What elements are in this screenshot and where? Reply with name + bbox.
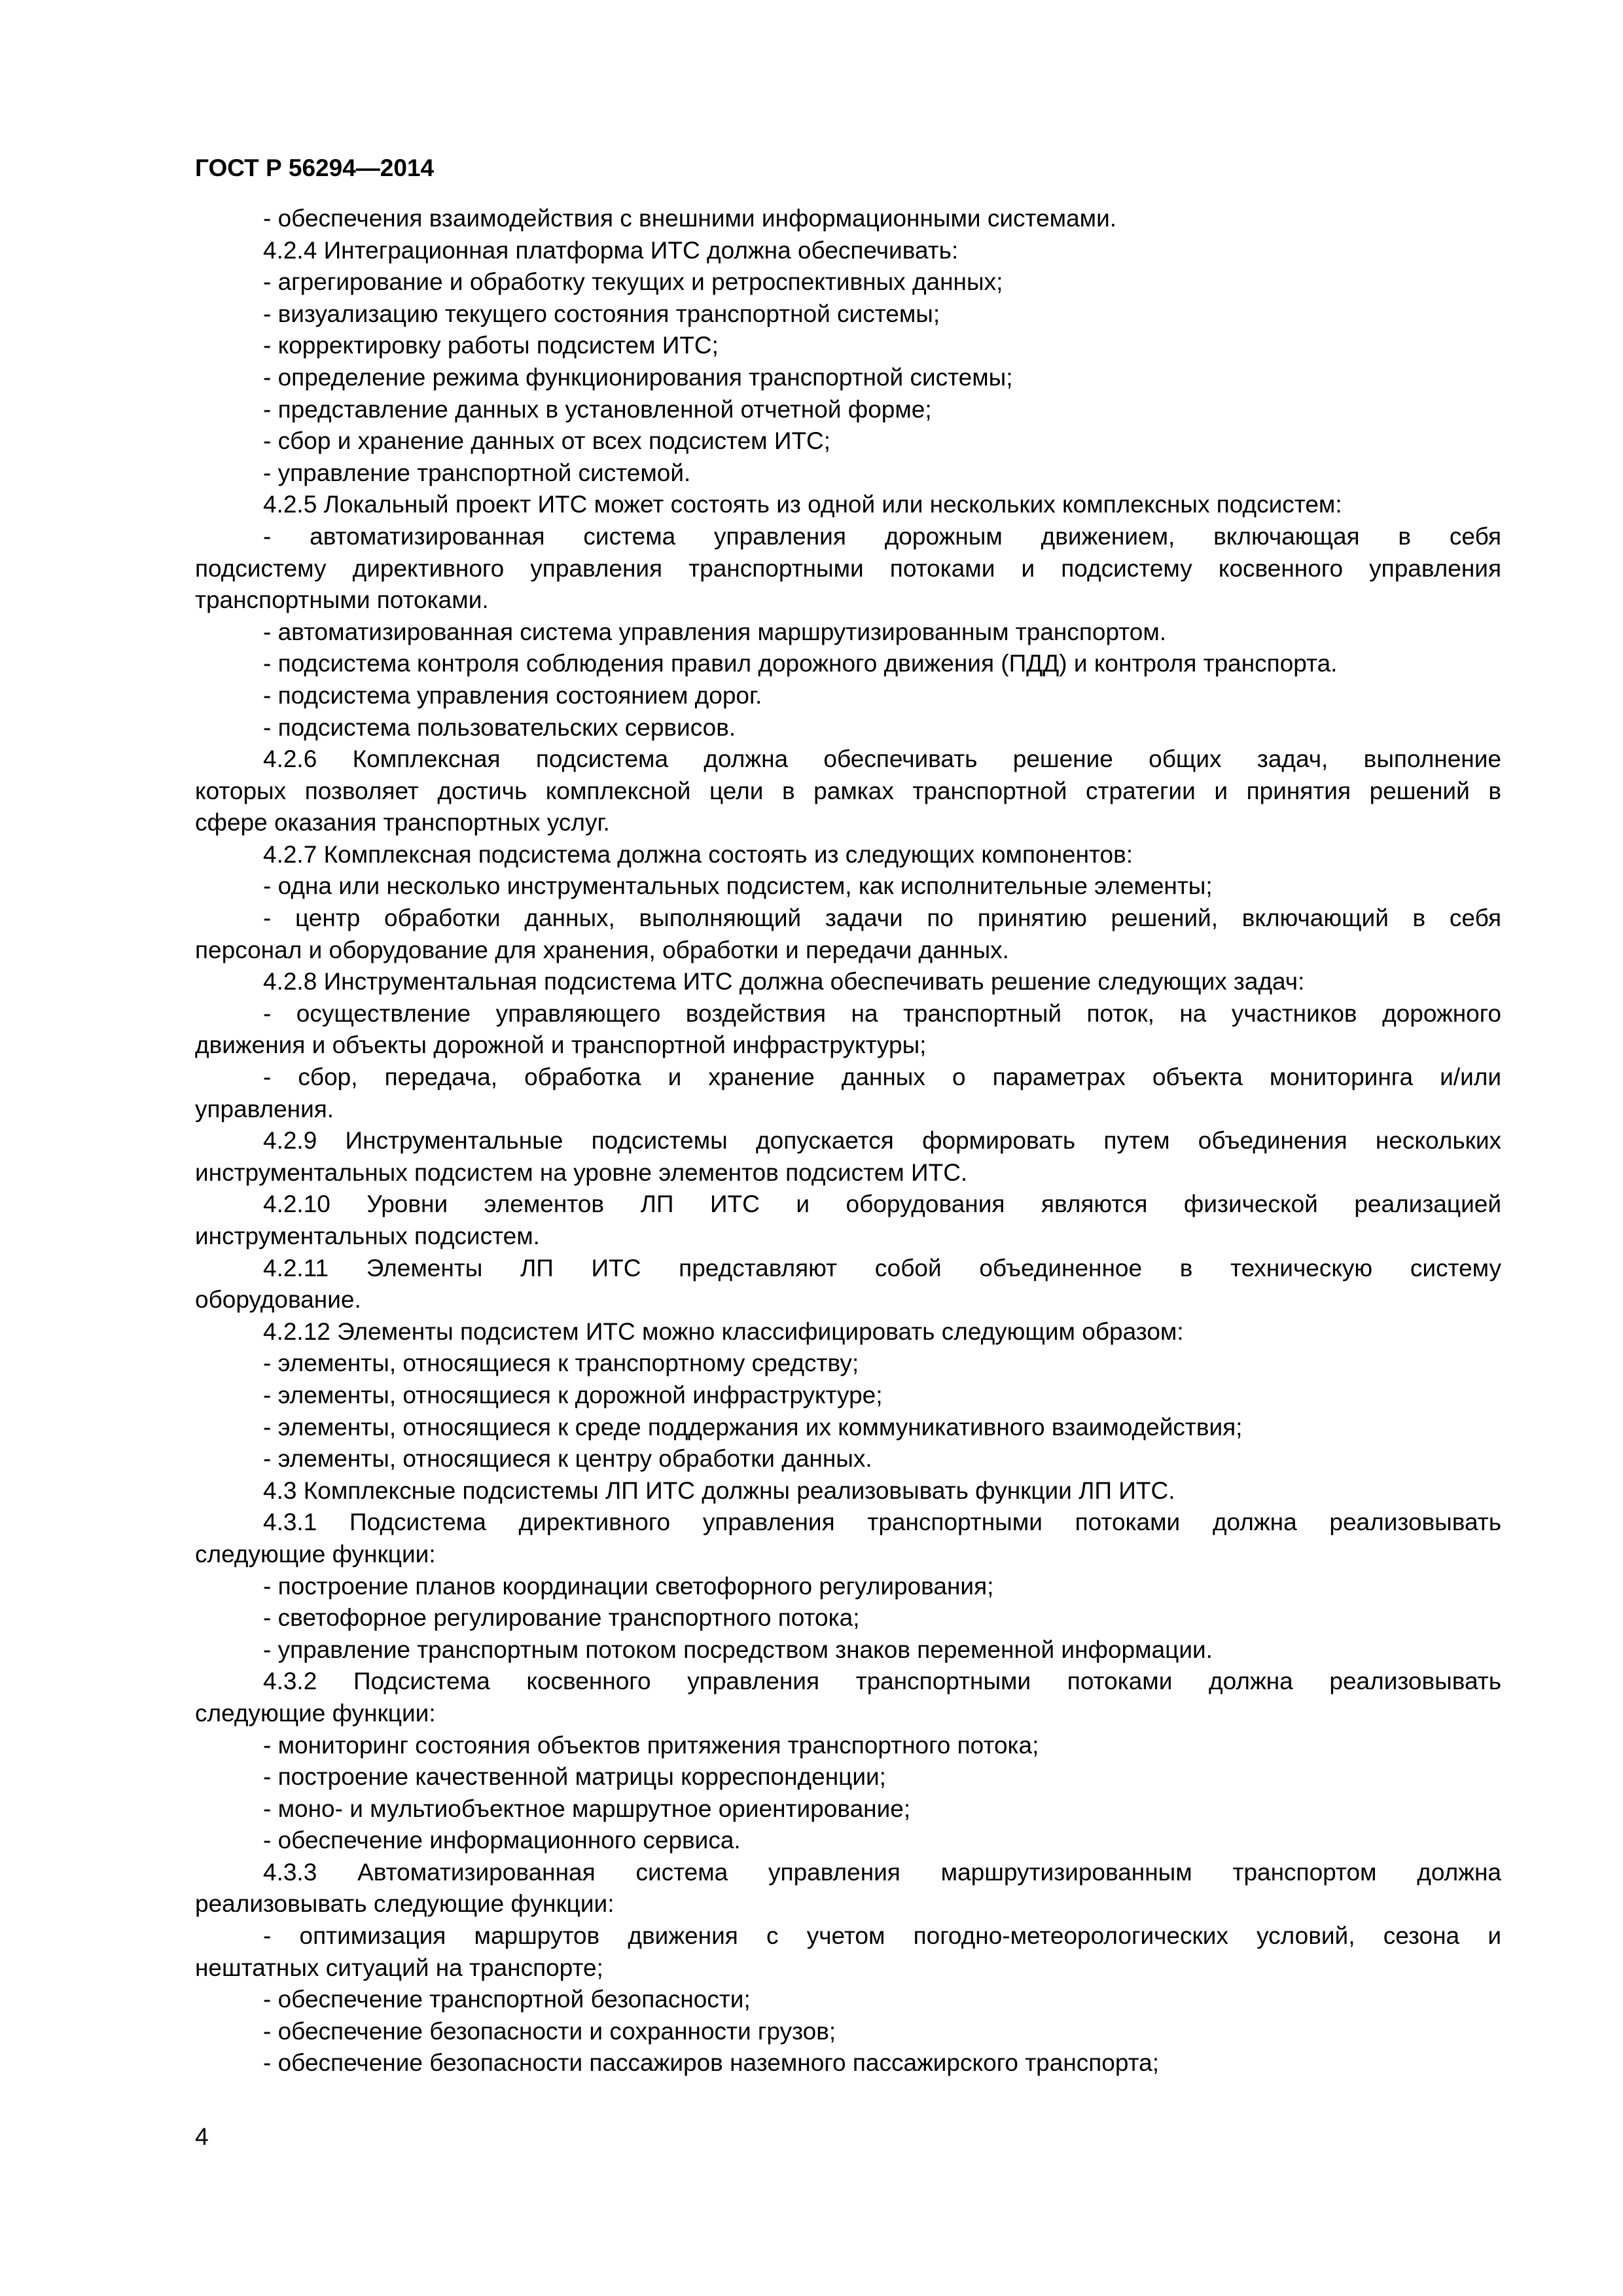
text-line: - одна или несколько инструментальных подсистем, как исполнительные элементы;	[263, 872, 1213, 900]
text-line: - подсистема пользовательских сервисов.	[263, 713, 736, 741]
text-line: - элементы, относящиеся к среде поддержания их коммуникативного взаимодействия;	[263, 1413, 1243, 1441]
text-line: управления.	[195, 1095, 334, 1122]
text-line: - управление транспортным потоком посредством знаков переменной информации.	[263, 1636, 1213, 1663]
text-line: - обеспечения взаимодействия с внешними информационными системами.	[263, 205, 1117, 232]
text-line: - обеспечение безопасности и сохранности грузов;	[263, 2017, 836, 2045]
text-line: - визуализацию текущего состояния транспортной системы;	[263, 300, 940, 327]
text-line: - осуществление управляющего воздействия на транспортный поток, на участников дорожного	[263, 999, 1501, 1027]
text-line: 4.3.3 Автоматизированная система управления маршрутизированным транспортом должна	[263, 1858, 1501, 1886]
text-line: инструментальных подсистем на уровне элементов подсистем ИТС.	[195, 1158, 968, 1186]
text-line: - управление транспортной системой.	[263, 459, 691, 486]
text-line: подсистему директивного управления транспортными потоками и подсистему косвенного управления	[195, 554, 1501, 582]
text-line: - оптимизация маршрутов движения с учетом погодно-метеорологических условий, сезона и	[263, 1922, 1501, 1950]
text-line: - элементы, относящиеся к дорожной инфраструктуре;	[263, 1381, 883, 1408]
text-line: которых позволяет достичь комплексной цели в рамках транспортной стратегии и принятия решений в	[195, 777, 1501, 804]
text-line: - агрегирование и обработку текущих и ретроспективных данных;	[263, 268, 1003, 296]
text-line: - элементы, относящиеся к центру обработки данных.	[263, 1445, 872, 1473]
text-line: 4.3.2 Подсистема косвенного управления транспортными потоками должна реализовывать	[263, 1668, 1501, 1695]
text-line: - построение планов координации светофорного регулирования;	[263, 1572, 994, 1600]
text-line: сфере оказания транспортных услуг.	[195, 809, 610, 836]
text-line: - построение качественной матрицы корреспонденции;	[263, 1763, 886, 1791]
text-line: 4.3 Комплексные подсистемы ЛП ИТС должны реализовывать функции ЛП ИТС.	[263, 1477, 1175, 1504]
text-line: 4.2.9 Инструментальные подсистемы допускается формировать путем объединения нескольких	[263, 1127, 1501, 1155]
text-line: следующие функции:	[195, 1699, 436, 1727]
text-line: 4.3.1 Подсистема директивного управления транспортными потоками должна реализовывать	[263, 1509, 1501, 1536]
text-line: - мониторинг состояния объектов притяжения транспортного потока;	[263, 1731, 1039, 1759]
page-number: 4	[195, 2123, 209, 2150]
text-line: - сбор, передача, обработка и хранение данных о параметрах объекта мониторинга и/или	[263, 1064, 1501, 1091]
text-line: - подсистема управления состоянием дорог.	[263, 681, 762, 709]
text-line: персонал и оборудование для хранения, обработки и передачи данных.	[195, 936, 1009, 963]
text-line: движения и объекты дорожной и транспортной инфраструктуры;	[195, 1031, 927, 1059]
text-line: 4.2.6 Комплексная подсистема должна обеспечивать решение общих задач, выполнение	[263, 745, 1501, 773]
text-line: - сбор и хранение данных от всех подсистем ИТС;	[263, 427, 831, 455]
text-line: 4.2.5 Локальный проект ИТС может состоять из одной или нескольких комплексных подсистем:	[263, 491, 1342, 518]
text-line: 4.2.4 Интеграционная платформа ИТС должна обеспечивать:	[263, 236, 959, 264]
text-line: - автоматизированная система управления маршрутизированным транспортом.	[263, 618, 1167, 645]
document-header: ГОСТ Р 56294—2014	[195, 154, 435, 181]
text-line: инструментальных подсистем.	[195, 1223, 540, 1249]
text-line: 4.2.7 Комплексная подсистема должна состоять из следующих компонентов:	[263, 840, 1133, 868]
text-line: - корректировку работы подсистем ИТС;	[263, 332, 719, 359]
text-line: - представление данных в установленной отчетной форме;	[263, 395, 932, 423]
text-line: оборудование.	[195, 1286, 361, 1314]
text-line: - моно- и мультиобъектное маршрутное ориентирование;	[263, 1795, 911, 1822]
text-line: - светофорное регулирование транспортного потока;	[263, 1604, 860, 1632]
text-line: - центр обработки данных, выполняющий задачи по принятию решений, включающий в себя	[263, 905, 1501, 932]
text-line: 4.2.10 Уровни элементов ЛП ИТС и оборудования являются физической реализацией	[263, 1191, 1501, 1218]
text-line: - обеспечение информационного сервиса.	[263, 1827, 741, 1854]
text-line: - определение режима функционирования транспортной системы;	[263, 363, 1013, 391]
text-line: 4.2.8 Инструментальная подсистема ИТС должна обеспечивать решение следующих задач:	[263, 968, 1305, 996]
text-line: - подсистема контроля соблюдения правил дорожного движения (ПДД) и контроля транспорта.	[263, 650, 1338, 677]
text-line: 4.2.12 Элементы подсистем ИТС можно классифицировать следующим образом:	[263, 1318, 1184, 1345]
text-line: - элементы, относящиеся к транспортному средству;	[263, 1350, 859, 1377]
text-line: - обеспечение транспортной безопасности;	[263, 1986, 751, 2013]
text-line: - обеспечение безопасности пассажиров наземного пассажирского транспорта;	[263, 2049, 1160, 2077]
document-body	[195, 203, 1501, 2079]
text-line: нештатных ситуаций на транспорте;	[195, 1954, 603, 1981]
text-line: 4.2.11 Элементы ЛП ИТС представляют собой объединенное в техническую систему	[263, 1254, 1501, 1282]
text-line: следующие функции:	[195, 1540, 436, 1568]
text-line: реализовывать следующие функции:	[195, 1890, 615, 1918]
text-line: - автоматизированная система управления дорожным движением, включающая в себя	[263, 522, 1501, 550]
text-line: транспортными потоками.	[195, 586, 489, 614]
